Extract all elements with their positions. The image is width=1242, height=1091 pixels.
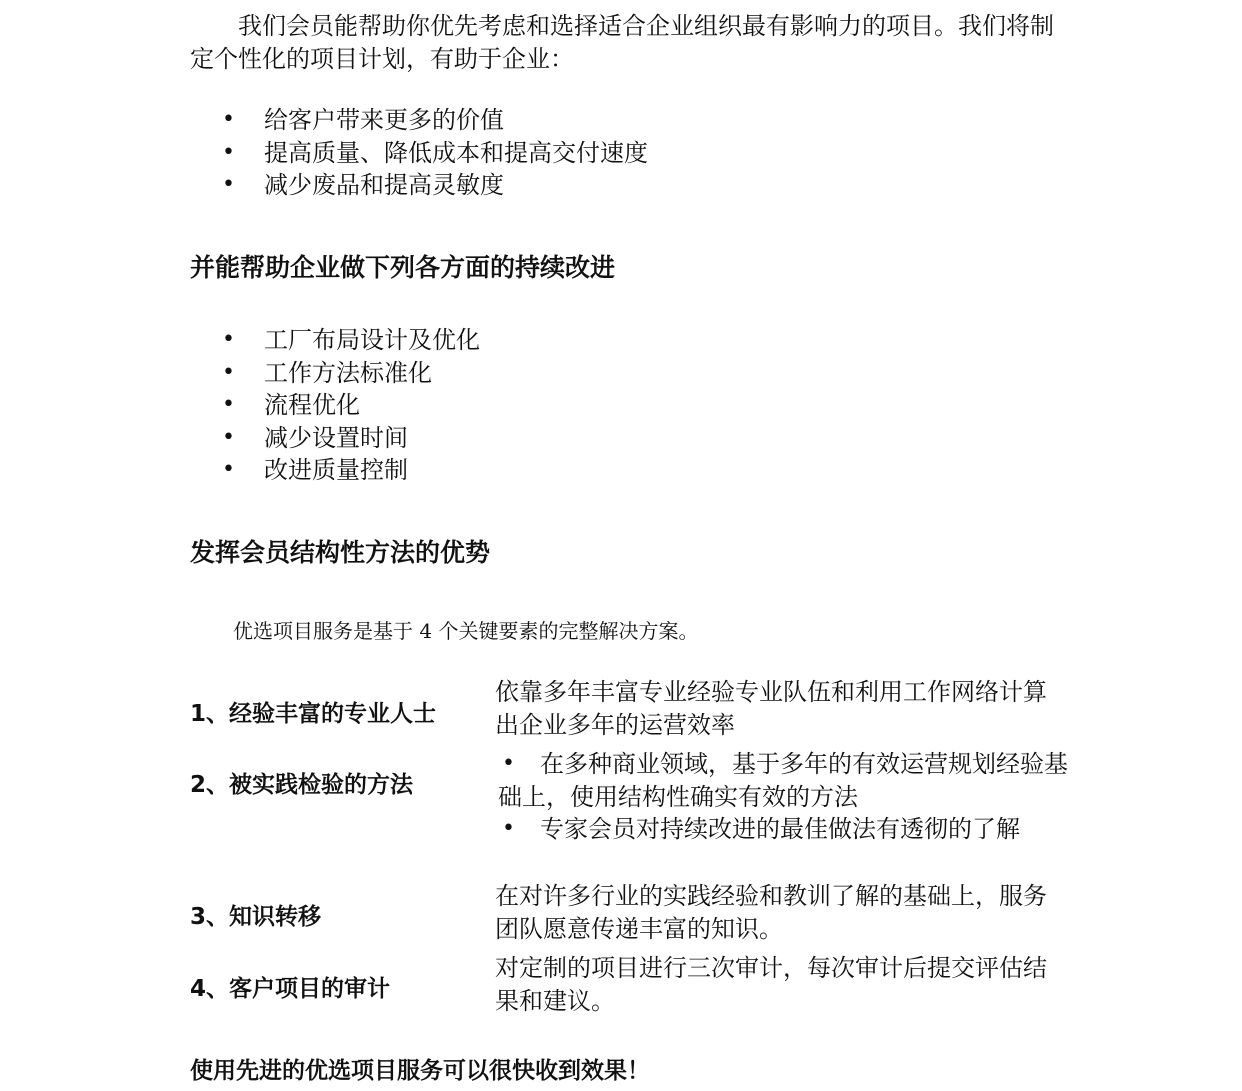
list-item: • 减少设置时间	[222, 422, 480, 455]
element-label-4: 4、客户项目的审计	[190, 976, 391, 1002]
element-description-4: 对定制的项目进行三次审计，每次审计后提交评估结果和建议。	[495, 954, 1047, 1015]
list-item: • 专家会员对持续改进的最佳做法有透彻的了解	[498, 813, 1068, 846]
list-item: • 给客户带来更多的价值	[222, 104, 648, 137]
advantage-heading: 发挥会员结构性方法的优势	[190, 538, 491, 567]
element-description-3: 在对许多行业的实践经验和教训了解的基础上，服务团队愿意传递丰富的知识。	[495, 882, 1047, 943]
list-item: • 工厂布局设计及优化	[222, 324, 480, 357]
improvement-heading: 并能帮助企业做下列各方面的持续改进	[190, 253, 616, 282]
improvement-list	[222, 324, 480, 487]
list-item: • 减少废品和提高灵敏度	[222, 169, 648, 202]
list-item: • 改进质量控制	[222, 454, 480, 487]
advantage-note: 优选项目服务是基于 4 个关键要素的完整解决方案。	[233, 619, 699, 643]
list-item: • 在多种商业领域，基于多年的有效运营规划经验基础上，使用结构性确实有效的方法	[498, 748, 1068, 813]
list-item: • 工作方法标准化	[222, 357, 480, 390]
intro-paragraph: 我们会员能帮助你优先考虑和选择适合企业组织最有影响力的项目。我们将制定个性化的项目计划，有助于企业：	[190, 12, 1054, 73]
benefit-list	[222, 104, 648, 202]
element-description-1: 依靠多年丰富专业经验专业队伍和利用工作网络计算出企业多年的运营效率	[495, 678, 1047, 739]
element-label-2: 2、被实践检验的方法	[190, 772, 414, 798]
element-label-3: 3、知识转移	[190, 904, 322, 930]
closing-statement: 使用先进的优选项目服务可以很快收到效果！	[190, 1058, 650, 1084]
list-item: • 提高质量、降低成本和提高交付速度	[222, 137, 648, 170]
element-label-1: 1、经验丰富的专业人士	[190, 701, 437, 727]
list-item: • 流程优化	[222, 389, 480, 422]
element-bullets-2	[498, 748, 1068, 846]
